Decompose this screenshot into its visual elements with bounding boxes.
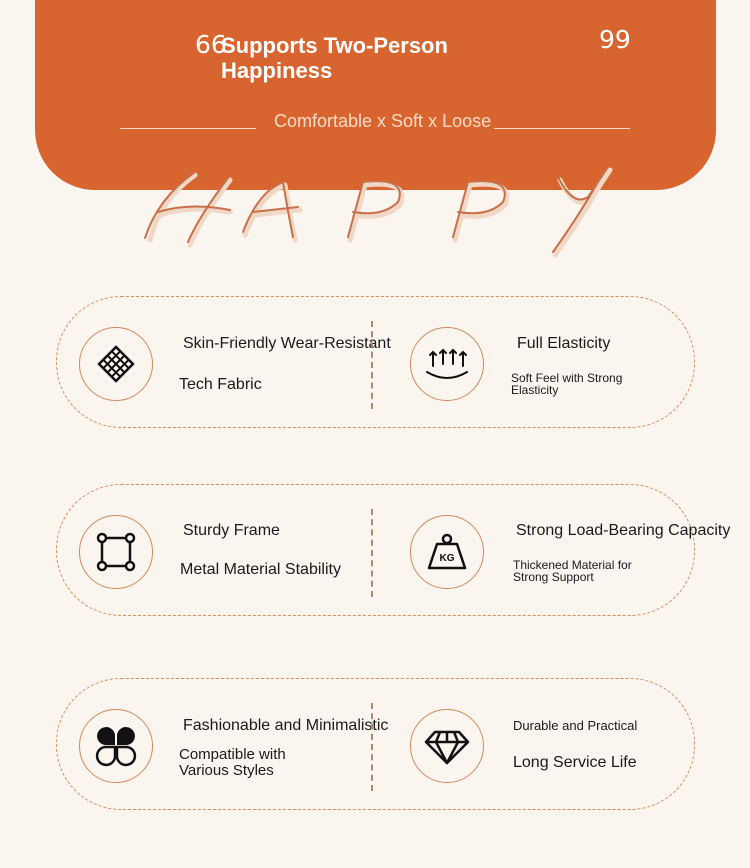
feature-2-left-title: Sturdy Frame (183, 522, 280, 539)
feature-2-right-title: Strong Load-Bearing Capacity (516, 522, 731, 539)
card-2-divider (371, 509, 373, 597)
feature-2-right-subtitle: Thickened Material for Strong Support (513, 558, 632, 584)
banner-subline: Comfortable x Soft x Loose (274, 111, 492, 131)
four-petal-icon (79, 709, 153, 783)
card-1-divider (371, 321, 373, 409)
feature-card-2 (56, 484, 731, 616)
diamond-icon (410, 709, 484, 783)
happy-script-lettering (0, 160, 750, 260)
card-3-divider (371, 703, 373, 791)
feature-1-left-title: Skin-Friendly Wear-Resistant (183, 335, 391, 352)
woven-fabric-icon (79, 327, 153, 401)
kg-icon-label: KG (439, 553, 455, 564)
elastic-stretch-icon (410, 327, 484, 401)
feature-1-right-subtitle: Soft Feel with Strong Elasticity (511, 371, 623, 397)
feature-card-1 (56, 296, 695, 428)
subline-rule-left (120, 128, 256, 129)
square-frame-icon (79, 515, 153, 589)
feature-2-left-subtitle: Metal Material Stability (180, 561, 341, 578)
feature-3-left-title: Fashionable and Minimalistic (183, 717, 389, 734)
open-quote-mark: 66 (195, 30, 227, 59)
close-quote-mark: 99 (599, 25, 631, 54)
feature-3-left-subtitle: Compatible with Various Styles (179, 746, 286, 779)
feature-card-3 (56, 678, 695, 810)
subline-rule-right (494, 128, 630, 129)
feature-1-left-subtitle: Tech Fabric (179, 376, 262, 393)
banner-headline: Supports Two-Person Happiness (221, 33, 448, 83)
feature-3-right-title: Durable and Practical (513, 718, 638, 733)
feature-3-right-subtitle: Long Service Life (513, 754, 637, 771)
kg-weight-icon (410, 515, 484, 589)
feature-1-right-title: Full Elasticity (517, 335, 611, 352)
